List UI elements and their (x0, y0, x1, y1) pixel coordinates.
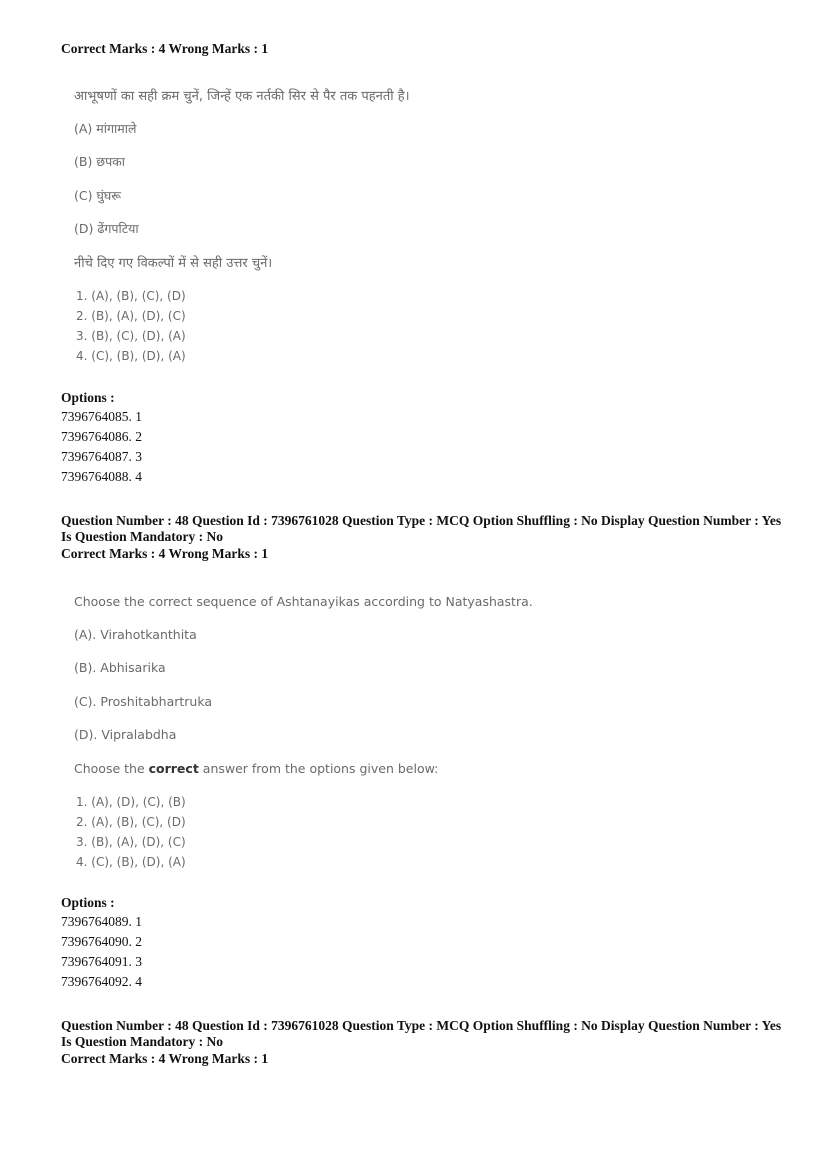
answer-choice: 3. (B), (C), (D), (A) (76, 329, 186, 343)
question-item: (B) छपका (74, 154, 126, 169)
option-line: 7396764092. 4 (61, 974, 142, 989)
answer-choice: 1. (A), (B), (C), (D) (76, 289, 186, 303)
options-title: Options : (61, 390, 115, 405)
question-item: (C). Proshitabhartruka (74, 694, 213, 709)
marks-line: Correct Marks : 4 Wrong Marks : 1 (61, 41, 269, 56)
marks-line: Correct Marks : 4 Wrong Marks : 1 (61, 546, 269, 561)
question-item: (B). Abhisarika (74, 660, 166, 675)
option-line: 7396764089. 1 (61, 914, 142, 929)
question-instruction: नीचे दिए गए विकल्पों में से सही उत्तर चुनें। (74, 256, 273, 271)
options-title: Options : (61, 895, 115, 910)
answer-choices (76, 286, 186, 366)
option-line: 7396764086. 2 (61, 429, 142, 444)
question-item: (C) घुंघरू (74, 188, 121, 203)
option-line: 7396764085. 1 (61, 409, 142, 424)
answer-choice: 4. (C), (B), (D), (A) (76, 855, 186, 869)
question-mandatory: Is Question Mandatory : No (61, 529, 224, 544)
option-line: 7396764088. 4 (61, 469, 142, 484)
emphasis-word: correct (148, 761, 199, 776)
option-line: 7396764087. 3 (61, 449, 142, 464)
question-instruction: Choose the correct answer from the options given below: (74, 761, 439, 776)
question-item: (A) मांगामाले (74, 121, 137, 136)
option-line: 7396764091. 3 (61, 954, 142, 969)
answer-choices (76, 792, 186, 872)
question-mandatory: Is Question Mandatory : No (61, 1034, 224, 1049)
answer-choice: 1. (A), (D), (C), (B) (76, 795, 186, 809)
question-stem: आभूषणों का सही क्रम चुनें, जिन्हें एक नर्तकी सिर से पैर तक पहनती है। (74, 89, 410, 104)
question-header: Question Number : 48 Question Id : 7396761028 Question Type : MCQ Option Shuffling : No Display Question Number : Yes (61, 1018, 782, 1033)
question-item: (A). Virahotkanthita (74, 627, 197, 642)
answer-choice: 2. (A), (B), (C), (D) (76, 815, 186, 829)
question-item: (D) ढेंगपटिया (74, 221, 139, 236)
question-header: Question Number : 48 Question Id : 7396761028 Question Type : MCQ Option Shuffling : No Display Question Number : Yes (61, 513, 782, 528)
answer-choice: 4. (C), (B), (D), (A) (76, 349, 186, 363)
question-stem: Choose the correct sequence of Ashtanayikas according to Natyashastra. (74, 594, 533, 609)
answer-choice: 3. (B), (A), (D), (C) (76, 835, 186, 849)
answer-choice: 2. (B), (A), (D), (C) (76, 309, 186, 323)
option-line: 7396764090. 2 (61, 934, 142, 949)
question-item: (D). Vipralabdha (74, 727, 177, 742)
marks-line: Correct Marks : 4 Wrong Marks : 1 (61, 1051, 269, 1066)
